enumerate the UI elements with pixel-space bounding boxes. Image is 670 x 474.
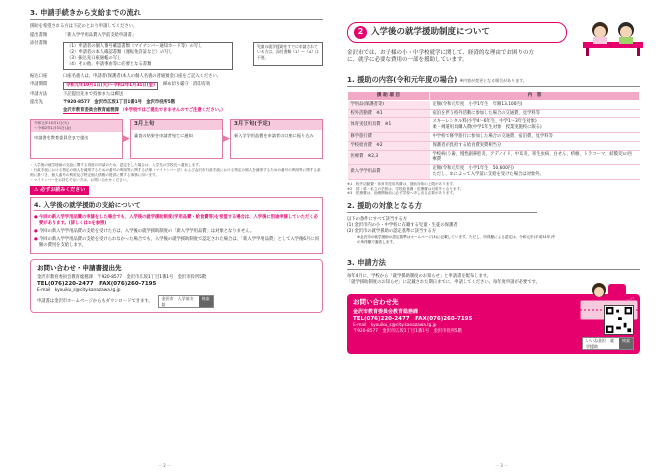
s2-note: ※金沢市の就学援助の認定基準はホームページ(3)に記載しています。ただし、所得額による認定は、令和元年(平成31年)中の所得額で審査します。: [357, 235, 556, 245]
arrow-right-icon: ▶: [123, 134, 130, 145]
row-label: 申請方法: [30, 92, 48, 98]
table-row: [348, 109, 640, 118]
search-query: 金沢市 入学前支給: [161, 296, 194, 307]
aid-content: 中学校で修学旅行に参加した場合の交通費、宿泊費、見学料等: [430, 132, 640, 141]
bullet-text: 今回の新入学学用品費の申請をした場合でも、入学後の就学援助制度(学用品費・給食費等)を希望する場合は、入学後に別途申請していただく必要があります。(詳しくは②を参照): [39, 215, 318, 227]
fine-note: ・入学後の就学援助の支給に関する再度の申請のため、認定をした場合は、入学先の学校長へ通知します。: [30, 163, 203, 168]
contact-mail: E-mail kyouiku_s@city.kanazawa.lg.jp: [37, 288, 121, 294]
attach-box: [63, 42, 233, 69]
flow-step-body: 審査の結果を申請者宛てに通知: [134, 133, 193, 139]
aid-content: 定額(令和元年度 小学1年生 年額13,100円): [430, 100, 640, 109]
section3-title: 3. 申請手続きから支給までの流れ: [30, 8, 323, 20]
table-row: [348, 100, 640, 109]
section2-banner: [347, 22, 567, 43]
table-notes: [347, 182, 640, 197]
search-query: いいね金沢 就学援助: [586, 338, 614, 349]
s2-line: (2) 金沢市の就学援助の認定基準に該当する方: [347, 228, 437, 234]
attach-item: （3）振込先口座通帳の写し: [67, 55, 122, 61]
aid-item: 校外活動費 ※1: [348, 109, 430, 118]
flow-step-head: 3月下旬(予定): [231, 120, 322, 130]
row-attach-docs: [30, 41, 323, 70]
row-period: [30, 82, 323, 90]
bullet-icon: ●: [34, 236, 38, 242]
contact-tel: TEL(076)220-2477 FAX(076)260-7195: [37, 280, 157, 287]
warning-icon: ⚠: [34, 186, 41, 193]
aid-item: 医療費 ※2,3: [348, 150, 430, 165]
dest-note: （※学校ではご提出できませんのでご注意ください。）: [120, 107, 226, 113]
table-note: ※3 医療費は、治療開始前に必ず学校へ申し出る必要があります。: [347, 191, 457, 196]
s1-note: ※内容が変更となる場合があります。: [459, 77, 527, 83]
row-value: 「新入学学用品費入学前支給申請書」: [63, 32, 137, 38]
contact-note-row: [37, 295, 316, 308]
attach-item: （1）申請者の個人番号確認書類（マイナンバー通知カード等）の写し: [67, 44, 203, 50]
aid-content: スキーレンタル料(小学4～6年生、中学1～3年生対象) 柔・剣道用具購入費(中学1年生対象 授業実施校に限る): [430, 118, 640, 133]
search-box[interactable]: [582, 337, 634, 350]
page-right: [335, 0, 670, 474]
page-number: － 2 －: [158, 462, 172, 468]
row-value: 口座名義人は、申請者(保護者)本人の個人名義の普通預金口座をご記入ください。: [63, 73, 222, 79]
page-number: － 3 －: [495, 462, 509, 468]
arrow-right-icon: ▶: [223, 134, 230, 145]
flow-step-body: 申請書を教育委員会まで提出: [34, 135, 89, 141]
table-header: 援 助 項 目: [348, 91, 430, 100]
contact-title: お問い合わせ先: [353, 298, 399, 307]
contact-box-left: [30, 259, 323, 313]
s1-title-row: [347, 75, 640, 87]
aid-item: 新入学学用品費: [348, 165, 430, 180]
flow-steps: [30, 119, 323, 159]
contact-tel: TEL(076)220-2477 FAX(076)260-7195: [353, 315, 473, 322]
contact-note: 申請書は金沢市ホームページからもダウンロードできます。: [37, 298, 153, 304]
row-label: 振込口座: [30, 73, 48, 79]
table-row: [348, 118, 640, 133]
contact-addr: 〒920-8577 金沢市広坂1丁目1番1号 金沢市役所5階: [353, 329, 462, 335]
flow-step-head: 令和元年10月1日(火) ～令和2年1月31日(金): [31, 120, 122, 132]
flow-step-1: [30, 119, 123, 159]
section4-title: 4. 入学後の就学援助の支給について: [34, 201, 319, 212]
row-dest: [30, 100, 323, 114]
attach-note: 児童の就学援助をすでに申請されている方は、添付書類（1）～（4）は不要。: [253, 42, 323, 66]
students-desk-illustration: [578, 18, 648, 56]
bullet-text: 今回の新入学学用品費の支給を受けた方は、入学後の就学援助制度の「新入学学用品費」は対象となりません。: [39, 228, 255, 234]
fine-note: ・マイナンバーをお持ちでない方は、お問い合わせください。: [30, 178, 131, 183]
section4-bullet: [34, 229, 319, 235]
attach-item: （2）申請者の本人確認書類（運転免許証など）の写し: [67, 50, 173, 56]
row-method: [30, 92, 323, 98]
s2-line: 以下の条件にすべて該当する方: [347, 216, 408, 222]
table-row: [348, 132, 640, 141]
flow-step-3: [230, 119, 323, 159]
banner-title: 入学後の就学援助制度について: [371, 26, 490, 37]
s3-title: 3. 申請方法: [347, 258, 640, 270]
table-note: ※2 国・県・私立の学校は、学校給食費・医療費は対象外となります。: [347, 186, 464, 191]
table-header-row: [348, 91, 640, 100]
dest-value: 〒920-8577 金沢市広坂1丁目1番1号 金沢市役所5階: [63, 99, 176, 105]
s3-line: 毎年4月に、学校から「就学援助制度のお知らせ」と申請書を配布します。: [347, 273, 492, 279]
dest-value2: [63, 108, 225, 114]
period-value: 令和元年10月1日(火)～令和2年1月31日(金): [63, 82, 158, 90]
aid-content: 定額(令和元年度 小学1年生 50,600円) ただし、①によって入学前に支給を受けた場合は対象外。: [430, 165, 640, 180]
contact-line: 金沢市教育委員会教育総務課: [353, 309, 419, 316]
bullet-text: 今回の新入学学用品費の支給を受けられなかった場合でも、入学後の就学援助制度で認定された場合は、「新入学学用品費」として入学後6月に同額の費用を支給します。: [39, 236, 319, 248]
qr-code-icon[interactable]: [604, 305, 634, 335]
aid-item: 体育実技用具費 ※1: [348, 118, 430, 133]
contact-mail: E-mail kyouiku_s@city.kanazawa.lg.jp: [353, 323, 437, 329]
period-tail: 締め切り厳守 消印有効: [162, 82, 211, 88]
search-button[interactable]: 検索: [619, 338, 633, 349]
search-button[interactable]: 検索: [199, 296, 213, 307]
flow-step-body: 新入学学用品費を申請者の口座に振り込み: [234, 133, 314, 139]
row-label: 提出先: [30, 99, 43, 105]
row-bank: [30, 74, 323, 80]
s2-title: 2. 援助の対象となる方: [347, 201, 537, 213]
aid-table: [347, 91, 640, 180]
dest-office: 金沢市教育委員会教育総務課: [63, 107, 119, 113]
table-note: ※1 校外活動費・体育実技用具費は、援助対象の上限があります。: [347, 181, 457, 186]
fine-note: ・行政手続における特定の個人を識別するための番号の利用等に関する法律（マイナンバー法）および金沢市行政手続における特定の個人を識別するための番号の利用等に関する条例に基づき、個人番号の利用及び特定個人情報の提供に関する事務に用います。: [30, 168, 321, 178]
row-value: 下記提出先まで持参または郵送: [63, 92, 124, 98]
row-label: 添付書類: [30, 41, 48, 47]
attach-item: （4）その他、申請事由等に必要となる書類: [67, 61, 152, 67]
row-label: 申請期間: [30, 82, 48, 88]
alert-badge: [30, 186, 89, 195]
table-row: [348, 150, 640, 165]
s3-line: 「就学援助制度のお知らせ」に記載された期日までに、申請してください。毎年度申請が必要です。: [347, 279, 540, 285]
bullet-icon: ●: [34, 228, 38, 234]
aid-content: 保護者が負担する給食費実費相当分: [430, 141, 640, 150]
section3-intro: 援助を希望される方は下記のとおり申請してください。: [30, 23, 138, 29]
aid-item: 学用品(保護者等): [348, 100, 430, 109]
table-row: [348, 165, 640, 180]
section4-box: [30, 197, 323, 255]
s1-title: 1. 援助の内容(令和元年度の場合): [347, 74, 458, 84]
aid-content: 宿泊を伴う校外活動に参加した場合の交通費、見学料等: [430, 109, 640, 118]
right-intro: 金沢市では、お子様の小・中学校就学に関して、経済的な理由でお困りの方に、就学に必要な費用の一部を援助しています。: [347, 50, 534, 64]
fine-notes: [30, 163, 323, 182]
bullet-icon: ●: [34, 215, 38, 221]
contact-line: 金沢市教育委員会教育総務課 〒920-8577 金沢市広坂1丁目1番1号 金沢市役所5階: [37, 275, 207, 281]
aid-item: 修学旅行費: [348, 132, 430, 141]
section4-bullet: [34, 237, 319, 249]
row-submit-docs: [30, 33, 323, 39]
row-label: 提出書類: [30, 32, 48, 38]
aid-content: 学校病(う歯、慢性副鼻腔炎、アデノイド、中耳炎、寄生虫病、白せん、疥癬、トラコーマ、結膜炎)の医療費: [430, 150, 640, 165]
contact-title: お問い合わせ・申請書提出先: [37, 264, 122, 273]
table-header: 内 容: [430, 91, 640, 100]
flow-step-2: [130, 119, 223, 159]
section4-bullet: [34, 215, 319, 227]
s2-line: (1) 金沢市内の小・中学校に在籍する児童・生徒の保護者: [347, 222, 458, 228]
flow-step-head: 3月上旬: [131, 120, 222, 130]
aid-item: 学校給食費 ※2: [348, 141, 430, 150]
banner-number: 2: [354, 26, 367, 39]
search-box[interactable]: [158, 295, 214, 308]
table-row: [348, 141, 640, 150]
alert-label: 必ずお読みください: [40, 186, 86, 193]
